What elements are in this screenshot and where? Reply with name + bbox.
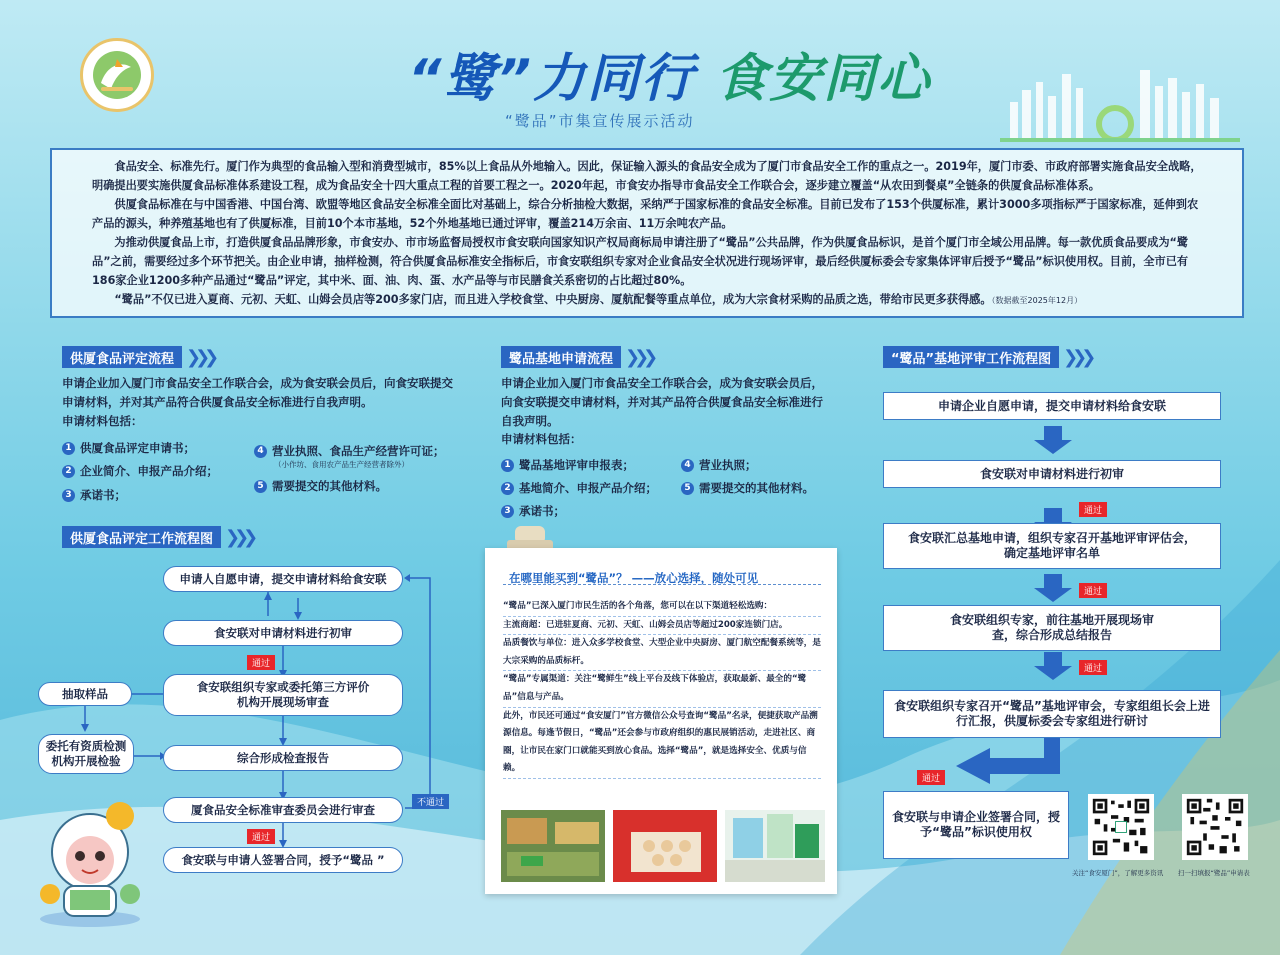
left-flow-step-2: 食安联对申请材料进行初审 <box>163 620 403 646</box>
left-description: 申请企业加入厦门市食品安全工作联合会，成为食安联会员后，向食安联提交申请材料，并对其产品符合供厦食品安全标准进行自我声明。 <box>62 376 453 409</box>
photo-product-display <box>725 810 825 882</box>
card-title: 在哪里能买到“鹭品”？ ——放心选择，随处可见 <box>509 571 759 585</box>
left-flow-side-testing: 委托有资质检测机构开展检验 <box>38 734 134 774</box>
middle-item-4: 4 营业执照； <box>681 457 757 473</box>
where-to-buy-card <box>485 548 837 894</box>
qr-code-application[interactable] <box>1182 794 1248 860</box>
pass-tag: 通过 <box>1079 583 1107 598</box>
left-flow-step-3: 食安联组织专家或委托第三方评价机构开展现场审查 <box>163 674 403 716</box>
left-flow-step-6: 食安联与申请人签署合同，授予“鹭品 ” <box>163 847 403 873</box>
left-flow-side-sampling: 抽取样品 <box>38 682 132 706</box>
card-line-3: 品质餐饮与单位：进入众多学校食堂、大型企业中央厨房、厦门航空配餐系统等，是大宗采购的品质标杆。 <box>503 635 821 671</box>
pass-tag: 通过 <box>247 655 275 670</box>
card-divider <box>503 584 821 585</box>
middle-section-heading: 鹭品基地申请流程 ❯❯❯ <box>501 346 652 368</box>
pass-tag: 通过 <box>247 829 275 844</box>
left-section-heading: 供厦食品评定流程 ❯❯❯ <box>62 346 213 368</box>
subtitle: “鹭品”市集宣传展示活动 <box>505 112 695 130</box>
intro-paragraph-2: 供厦食品标准在与中国香港、中国台湾、欧盟等地区食品安全标准全面比对基础上，综合分析抽检大数据，采纳严于国家标准的食品安全标准。目前已发布了153个供厦标准，累计3000多项指标严于国家标准，延伸到农产品的源头，种养殖基地也有了供厦标准，目前10个本市基地，52个外地基地已通过评审，覆盖214万余亩、11万余吨农产品。 <box>92 198 1199 230</box>
brand-logo <box>80 38 154 112</box>
left-item-4: 4 营业执照、食品生产经营许可证； （小作坊、食用农产品生产经营者除外） <box>254 443 445 470</box>
left-item-2: 2 企业简介、申报产品介绍； <box>62 463 218 479</box>
intro-paragraph-1: 食品安全、标准先行。厦门作为典型的食品输入型和消费型城市，85%以上食品从外地输入。因此，保证输入源头的食品安全成为了厦门市食品安全工作的重点之一。2019年，厦门市委、市政府部署实施食品安全战略，明确提出要实施供厦食品标准体系建设工程，成为食品安全十四大重点工程的首要工程之一。2020年起，市食安办指导市食品安全工作联合会，逐步建立覆盖“从农田到餐桌”全链条的供厦食品标准体系。 <box>92 160 1202 192</box>
left-item-1: 1 供厦食品评定申请书； <box>62 440 195 456</box>
left-flow-step-1: 申请人自愿申请，提交申请材料给食安联 <box>163 566 403 592</box>
right-flow-step-5: 食安联组织专家召开“鹭品”基地评审会，专家组组长会上进行汇报，供厦标委会专家组进行研讨 <box>883 690 1221 738</box>
mascot-illustration <box>20 794 160 934</box>
card-line-2: 主流商超：已进驻夏商、元初、天虹、山姆会员店等超过200家连锁门店。 <box>503 617 821 636</box>
card-body <box>503 598 821 779</box>
pass-tag: 通过 <box>917 770 945 785</box>
main-title: “鹭”力同行 食安同心 <box>408 49 932 109</box>
city-skyline-graphic <box>1000 62 1240 142</box>
right-flow-step-3: 食安联汇总基地申请，组织专家召开基地评审评估会，确定基地评审名单 <box>883 523 1221 569</box>
right-flow-step-4: 食安联组织专家，前往基地开展现场审查，综合形成总结报告 <box>883 605 1221 651</box>
left-materials-label: 申请材料包括： <box>62 414 143 428</box>
pass-tag: 通过 <box>1079 502 1107 517</box>
right-flow-step-2: 食安联对申请材料进行初审 <box>883 460 1221 488</box>
intro-panel <box>50 148 1244 318</box>
right-flow-step-1: 申请企业自愿申请，提交申请材料给食安联 <box>883 392 1221 420</box>
middle-item-3: 3 承诺书； <box>501 503 565 519</box>
left-item-3: 3 承诺书； <box>62 487 126 503</box>
qr1-caption: 关注“食安厦门”，了解更多资讯 <box>1072 869 1164 877</box>
middle-item-2: 2 基地简介、申报产品介绍； <box>501 480 657 496</box>
qr2-caption: 扫一扫填报“鹭品”申请表 <box>1178 869 1250 877</box>
pass-tag: 通过 <box>1079 660 1107 675</box>
card-line-5: 此外，市民还可通过“食安厦门”官方微信公众号查询“鹭品”名录，便捷获取产品溯源信息。每逢节假日，“鹭品”还会参与市政府组织的惠民展销活动，走进社区、商圈，让市民在家门口就能买到放心食品。选择“鹭品”，就是选择安全、优质与信赖。 <box>503 708 821 779</box>
left-flow-heading: 供厦食品评定工作流程图 ❯❯❯ <box>62 526 252 548</box>
left-flow-step-4: 综合形成检查报告 <box>163 745 403 771</box>
intro-paragraph-4: “鹭品”不仅已进入夏商、元初、天虹、山姆会员店等200多家门店，而且进入学校食堂、中央厨房、厦航配餐等重点单位，成为大宗食材采购的品质之选，带给市民更多获得感。（数据截至2025年12月） <box>114 293 1083 306</box>
middle-item-5: 5 需要提交的其他材料。 <box>681 480 814 496</box>
intro-paragraph-3: 为推动供厦食品上市，打造供厦食品品牌形象，市食安办、市市场监督局授权市食安联向国家知识产权局商标局申请注册了“鹭品”公共品牌，作为供厦食品标识，是首个厦门市全域公用品牌。每一款优质食品要成为“鹭品”之前，需要经过多个环节把关。由企业申请，抽样检测，符合供厦食品标准安全指标后，市食安联组织专家对企业食品安全状况进行现场评审，最后经供厦标委会专家集体评审后授予“鹭品”标识使用权。目前，全市已有186家企业1200多种产品通过“鹭品”评定，其中米、面、油、肉、蛋、水产品等与市民膳食关系密切的占比超过80%。 <box>92 236 1189 287</box>
middle-item-1: 1 鹭品基地评审申报表； <box>501 457 634 473</box>
card-line-1: “鹭品”已深入厦门市民生活的各个角落，您可以在以下渠道轻松选购： <box>503 598 821 617</box>
photo-gift-box <box>613 810 717 882</box>
photo-supermarket <box>501 810 605 882</box>
card-line-4: “鹭品”专属渠道：关注“鹭鲜生”线上平台及线下体验店，获取最新、最全的“鹭品”信息与产品。 <box>503 671 821 707</box>
fail-tag: 不通过 <box>412 794 449 809</box>
right-section-heading: “鹭品”基地评审工作流程图 ❯❯❯ <box>883 346 1090 368</box>
right-flow-step-6: 食安联与申请企业签署合同，授予“鹭品”标识使用权 <box>883 791 1069 859</box>
middle-materials-label: 申请材料包括： <box>501 432 582 446</box>
qr-code-wechat[interactable] <box>1088 794 1154 860</box>
middle-description: 申请企业加入厦门市食品安全工作联合会，成为食安联会员后，向食安联提交申请材料，并对其产品符合供厦食品安全标准进行自我声明。 <box>501 376 823 428</box>
left-flow-step-5: 厦食品安全标准审查委员会进行审查 <box>163 797 403 823</box>
left-item-5: 5 需要提交的其他材料。 <box>254 478 387 494</box>
